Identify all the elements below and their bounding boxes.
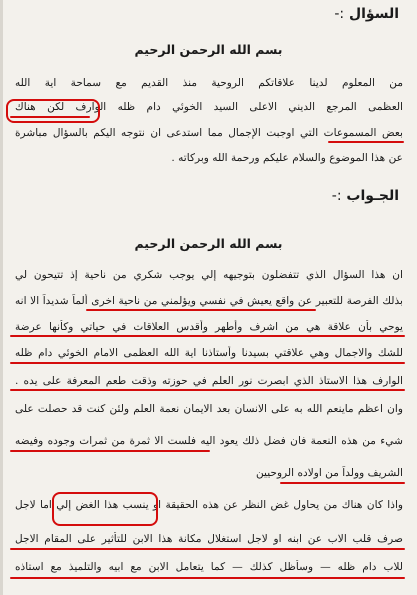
- question-heading-text: السؤال: [348, 6, 399, 22]
- answer-line-9: واذا كان هناك من يحاول غض النظر عن هذه الحقيقة او ينسب هذا الغض إلي اما لاجل: [15, 499, 403, 511]
- underline-mark: [10, 335, 405, 337]
- question-basmala: بسم الله الرحمن الرحيم: [134, 42, 283, 57]
- underline-mark: [10, 577, 405, 579]
- answer-basmala: بسم الله الرحمن الرحيم: [134, 236, 283, 251]
- answer-line-1: ان هذا السؤال الذي تتفضلون بتوجيهه إلي يوجب شكري من ناحية إذ تتيحون لي: [15, 269, 403, 281]
- underline-mark: [10, 362, 405, 364]
- answer-heading: [332, 188, 399, 204]
- underline-mark: [280, 482, 405, 484]
- answer-line-2: بذلك الفرصة للتعبير عن واقع يعيش في نفسي ويؤلمني من ناحية اخرى ألماً شديداً الا انه: [15, 295, 403, 307]
- question-line-2: العظمى المرجع الديني الاعلى السيد الخوئي دام ظله الوارف لكن هناك: [15, 101, 403, 113]
- answer-line-11: للاب دام ظله — وسأظل كذلك — كما يتعامل الابن مع ابيه والتلميذ مع استاذه: [15, 561, 403, 573]
- question-line-1: من المعلوم لدينا علاقاتكم الروحية منذ القديم مع سماحة اية الله: [15, 77, 403, 89]
- underline-mark: [10, 389, 405, 391]
- answer-line-4: للشك والاجمال وهي علاقتي بسيدنا وأستاذنا اية الله العظمى الامام الخوئي دام ظله: [15, 347, 403, 359]
- answer-line-10: صرف قلب الاب عن ابنه او لاجل استغلال مكانة هذا الابن للتأثير على المقام الاجل: [15, 533, 403, 545]
- answer-line-6: وان اعظم ماينعم الله به على الانسان بعد الايمان نعمة العلم ولئن كنت قد حصلت على: [15, 403, 403, 415]
- answer-line-8: الشريف وولداً من اولاده الروحيين: [255, 467, 403, 479]
- highlight-box: [6, 99, 100, 123]
- answer-heading-text: الجـواب: [346, 188, 399, 204]
- highlight-box: [52, 492, 158, 526]
- underline-mark: [10, 450, 210, 452]
- question-heading-dots: :-: [334, 6, 345, 22]
- underline-mark: [328, 141, 404, 143]
- answer-heading-dots: :-: [331, 188, 342, 204]
- underline-mark: [86, 309, 316, 311]
- question-line-3: بعض المسموعات التي اوجبت الإجمال مما استدعى ان نتوجه اليكم بالسؤال مباشرة: [15, 127, 403, 139]
- question-heading: [334, 6, 399, 22]
- underline-mark: [10, 548, 405, 550]
- scan-edge-shadow: [0, 0, 3, 595]
- question-line-4: عن هذا الموضوع والسلام عليكم ورحمة الله وبركاته .: [171, 152, 403, 164]
- answer-line-5: الوارف هذا الاستاذ الذي ابصرت نور العلم في حوزته وذقت طعم المعرفة على يده .: [15, 375, 403, 387]
- answer-line-3: يوحي بأن علاقة هي من اشرف وأطهر وأقدس العلاقات في حياتي وكأنها عرضة: [15, 321, 403, 333]
- answer-line-7: شيء من هذه النعمة فان فضل ذلك يعود اليه فلست الا ثمرة من ثمرات وجوده وفيضه: [15, 435, 403, 447]
